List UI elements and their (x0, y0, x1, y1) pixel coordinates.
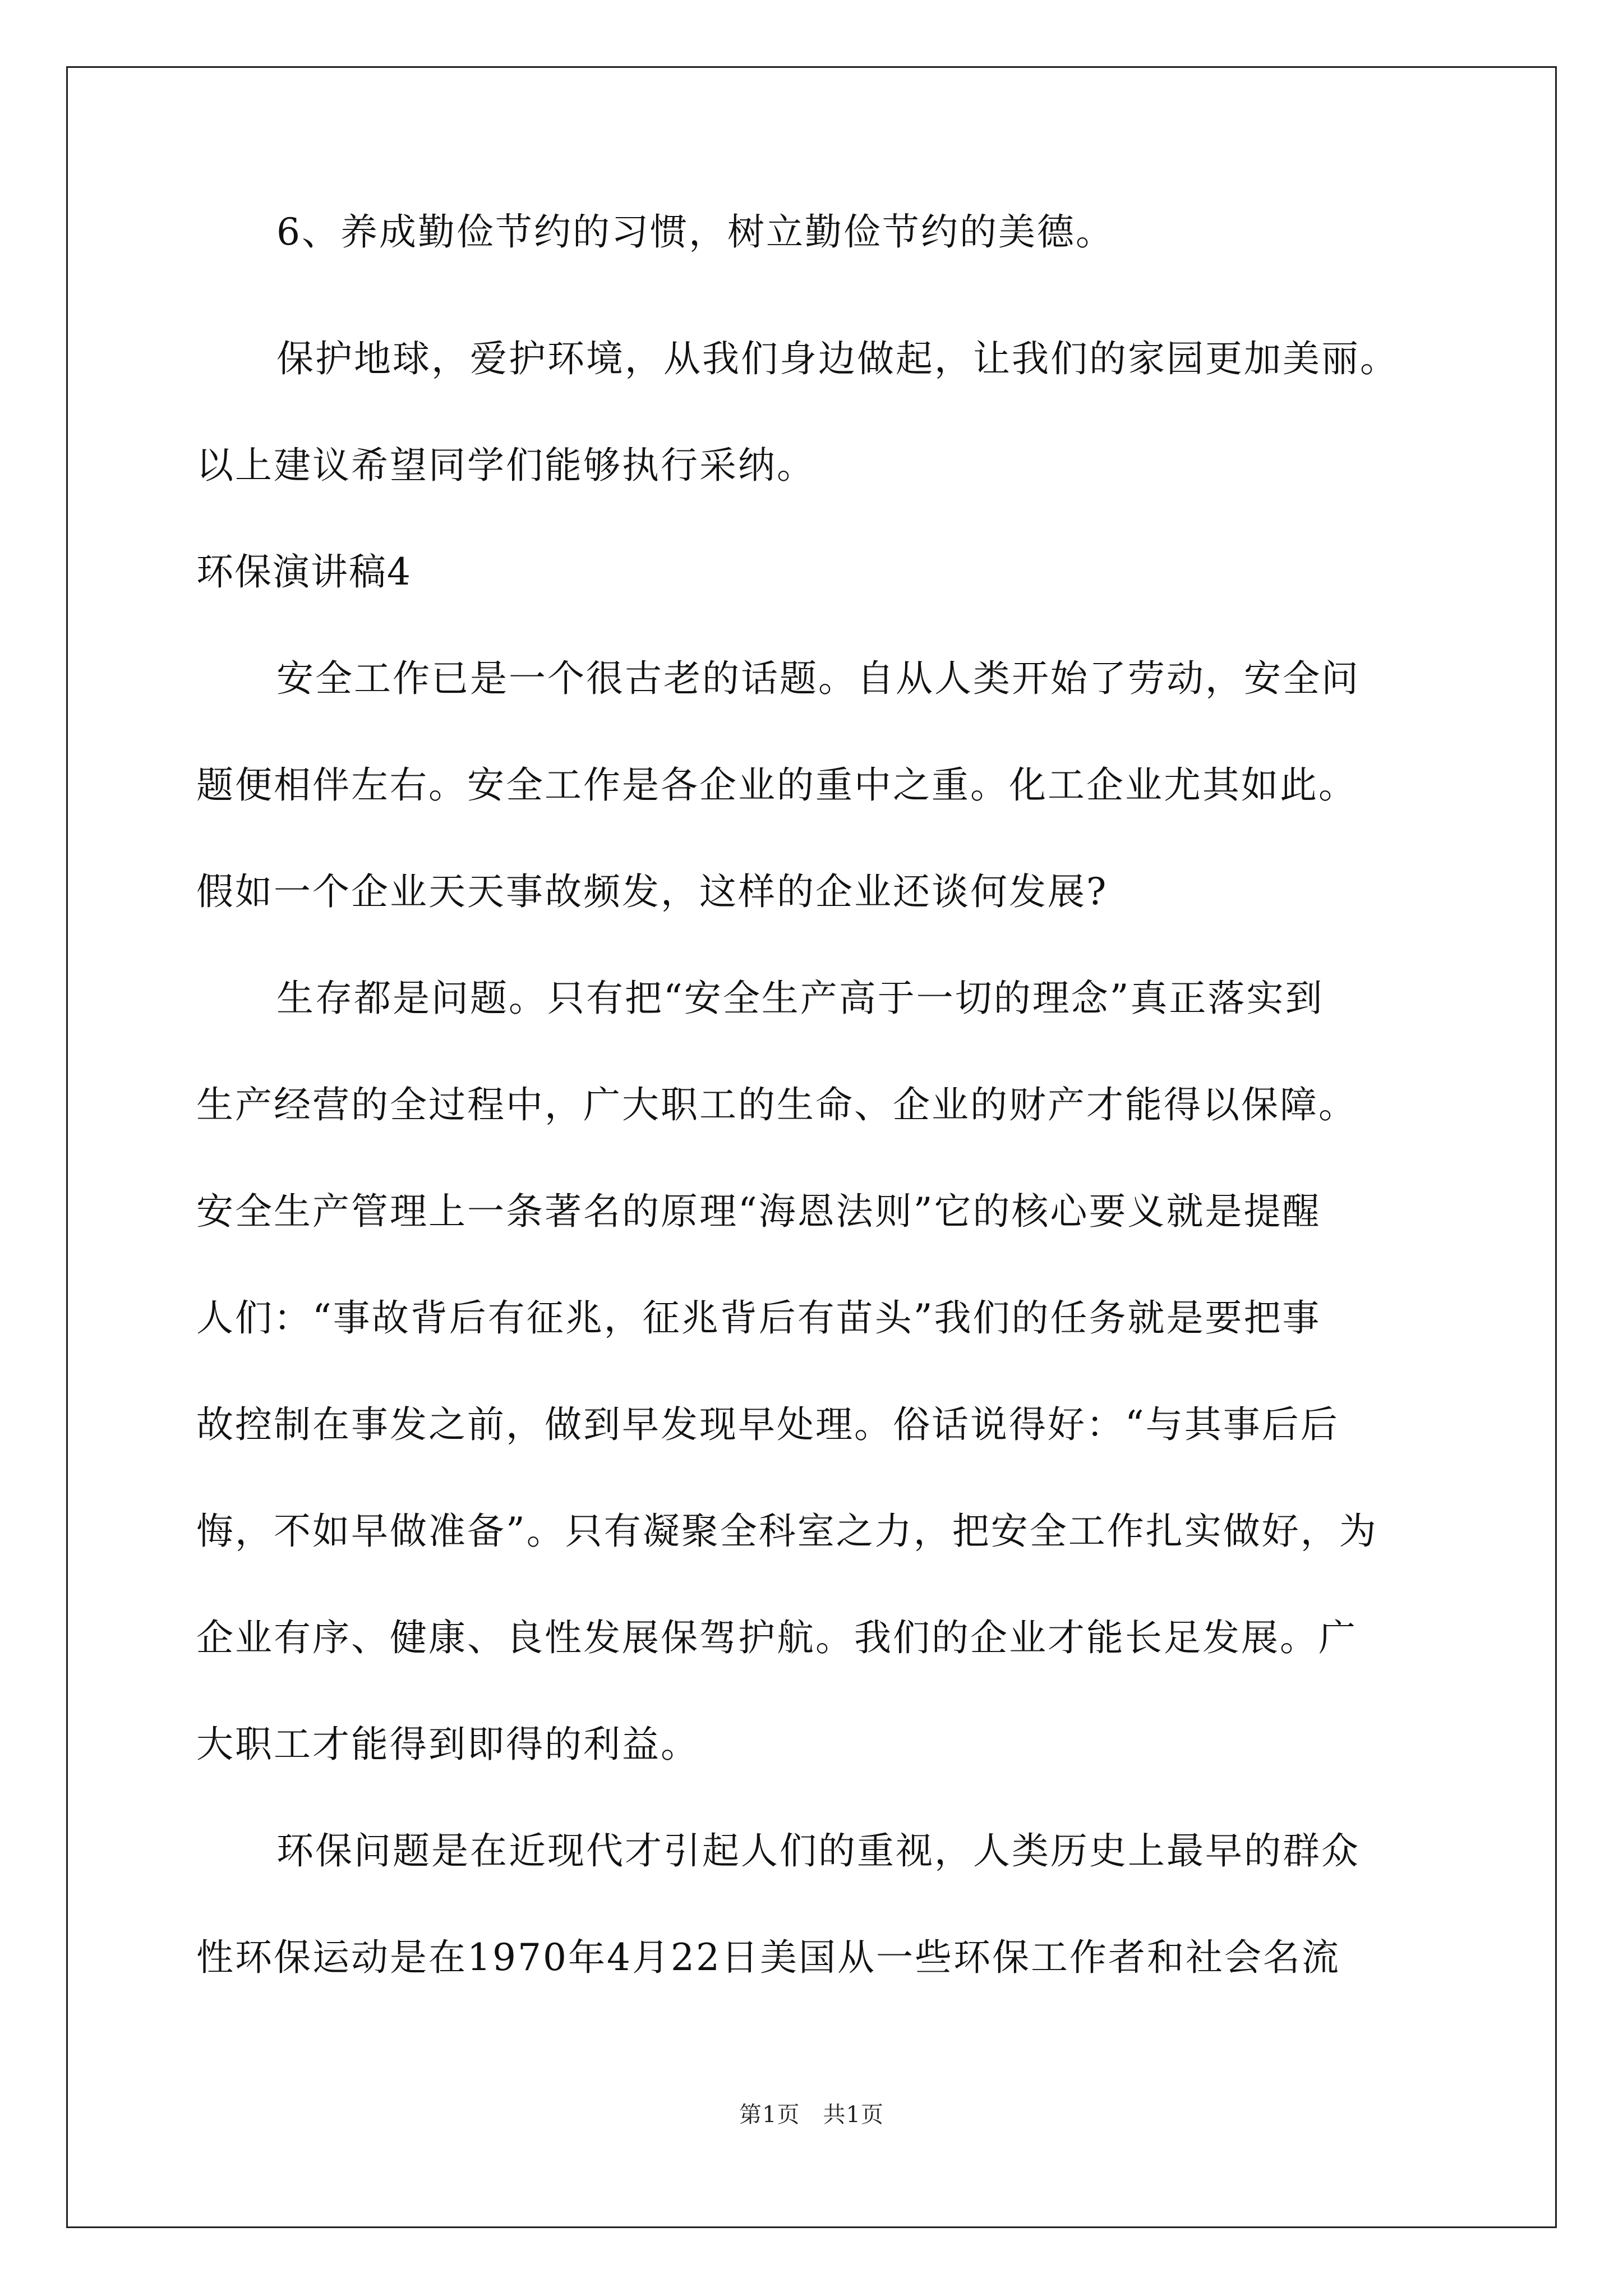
text-line-6: 题便相伴左右。安全工作是各企业的重中之重。化工企业尤其如此。 (196, 763, 1357, 807)
text-line-2: 保护地球，爱护环境，从我们身边做起，让我们的家园更加美丽。 (276, 337, 1399, 380)
page-border (66, 66, 1557, 2228)
text-line-9: 生产经营的全过程中，广大职工的生命、企业的财产才能得以保障。 (196, 1083, 1357, 1126)
page-number-footer: 第1页 共1页 (739, 2102, 884, 2128)
text-line-1: 6、养成勤俭节约的习惯，树立勤俭节约的美德。 (276, 210, 1114, 254)
text-line-7: 假如一个企业天天事故频发，这样的企业还谈何发展? (196, 870, 1108, 913)
text-line-8: 生存都是问题。只有把“安全生产高于一切的理念”真正落实到 (276, 977, 1324, 1020)
text-line-3: 以上建议希望同学们能够执行采纳。 (196, 444, 815, 487)
text-line-17: 性环保运动是在1970年4月22日美国从一些环保工作者和社会名流 (196, 1936, 1340, 1979)
section-heading: 环保演讲稿4 (196, 550, 412, 593)
text-line-5: 安全工作已是一个很古老的话题。自从人类开始了劳动，安全问 (276, 657, 1360, 700)
text-line-10: 安全生产管理上一条著名的原理“海恩法则”它的核心要义就是提醒 (196, 1190, 1321, 1233)
text-line-16: 环保问题是在近现代才引起人们的重视，人类历史上最早的群众 (276, 1829, 1360, 1872)
text-line-13: 悔，不如早做准备”。只有凝聚全科室之力，把安全工作扎实做好，为 (196, 1510, 1378, 1553)
text-line-15: 大职工才能得到即得的利益。 (196, 1723, 699, 1766)
text-line-11: 人们：“事故背后有征兆，征兆背后有苗头”我们的任务就是要把事 (196, 1296, 1321, 1340)
text-line-14: 企业有序、健康、良性发展保驾护航。我们的企业才能长足发展。广 (196, 1616, 1357, 1659)
text-line-12: 故控制在事发之前，做到早发现早处理。俗话说得好：“与其事后后 (196, 1403, 1339, 1446)
